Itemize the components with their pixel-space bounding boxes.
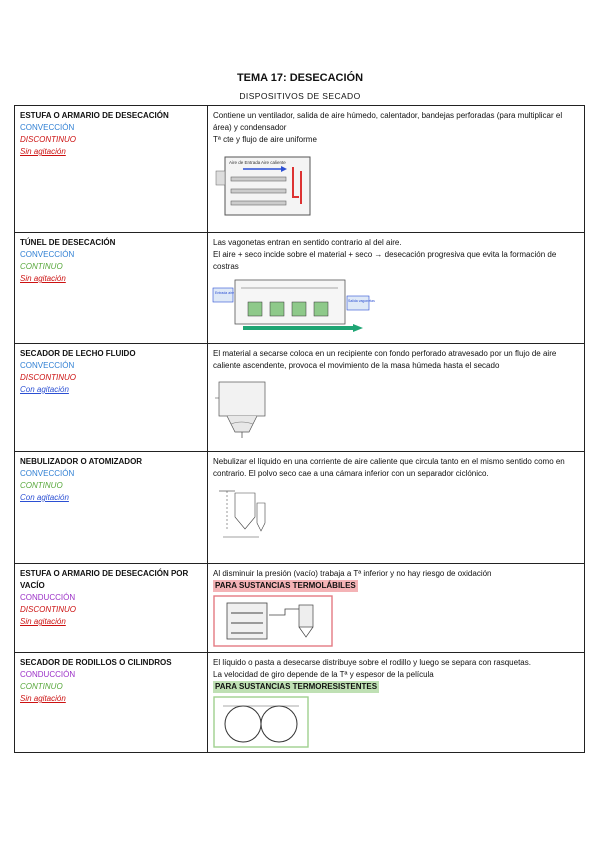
description-cell	[208, 233, 585, 344]
mode-label: DISCONTINUO	[20, 605, 76, 614]
agitation-label: Con agitación	[20, 493, 69, 502]
mechanism-label: CONDUCCIÓN	[20, 670, 76, 679]
fluid-bed-dryer-diagram	[213, 378, 579, 440]
device-cell	[15, 233, 208, 344]
table-row	[15, 233, 585, 344]
table-row	[15, 106, 585, 233]
mechanism-label: CONVECCIÓN	[20, 123, 75, 132]
table-row	[15, 653, 585, 753]
description-text: Las vagonetas entran en sentido contrario al del aire.	[213, 238, 402, 247]
vacuum-oven-diagram	[213, 595, 579, 647]
agitation-label: Sin agitación	[20, 274, 66, 283]
description-cell	[208, 564, 585, 653]
mode-label: CONTINUO	[20, 262, 63, 271]
description-text: El líquido o pasta a desecarse distribuye sobre el rodillo y luego se separa con rasquetas.	[213, 658, 531, 667]
svg-text:Salida vagonetas: Salida vagonetas	[348, 299, 375, 303]
table-row	[15, 452, 585, 564]
spray-dryer-diagram	[213, 483, 579, 543]
svg-text:Aire de Entrada: Aire de Entrada	[229, 160, 261, 165]
table-row	[15, 344, 585, 452]
description-text: Al disminuir la presión (vacío) trabaja a Tª inferior y no hay riesgo de oxidación	[213, 569, 492, 578]
page-title: TEMA 17: DESECACIÓN	[236, 72, 364, 84]
mechanism-label: CONVECCIÓN	[20, 361, 75, 370]
mode-label: DISCONTINUO	[20, 135, 76, 144]
table-row	[15, 564, 585, 653]
agitation-label: Sin agitación	[20, 147, 66, 156]
mode-label: CONTINUO	[20, 481, 63, 490]
description-text: Tª cte y flujo de aire uniforme	[213, 135, 317, 144]
device-cell	[15, 653, 208, 753]
description-cell	[208, 106, 585, 233]
device-cell	[15, 564, 208, 653]
device-cell	[15, 106, 208, 233]
device-name: ESTUFA O ARMARIO DE DESECACIÓN	[20, 111, 169, 120]
svg-text:Aire caliente: Aire caliente	[261, 160, 286, 165]
agitation-label: Sin agitación	[20, 617, 66, 626]
page-subtitle: DISPOSITIVOS DE SECADO	[239, 91, 361, 101]
mechanism-label: CONDUCCIÓN	[20, 593, 76, 602]
agitation-label: Sin agitación	[20, 694, 66, 703]
mechanism-label: CONVECCIÓN	[20, 250, 75, 259]
device-name: SECADOR DE LECHO FLUIDO	[20, 349, 136, 358]
highlight-badge: PARA SUSTANCIAS TERMORESISTENTES	[215, 682, 378, 691]
description-cell	[208, 344, 585, 452]
description-text: Contiene un ventilador, salida de aire húmedo, calentador, bandejas perforadas (para multiplicar el área) y condensador	[213, 111, 563, 132]
devices-table	[14, 105, 585, 753]
drying-oven-diagram	[213, 149, 579, 219]
device-cell	[15, 452, 208, 564]
device-cell	[15, 344, 208, 452]
device-name: TÚNEL DE DESECACIÓN	[20, 238, 116, 247]
mode-label: DISCONTINUO	[20, 373, 76, 382]
description-text: El aire + seco incide sobre el material + seco → desecación progresiva que evita la formación de costras	[213, 250, 557, 271]
description-text: El material a secarse coloca en un recipiente con fondo perforado atravesado por un flujo de aire caliente ascendente, provoca el movimiento de la masa húmeda hasta el secado	[213, 349, 557, 370]
description-text: Nebulizar el líquido en una corriente de aire caliente que circula tanto en el mismo sentido como en contrario. El polvo seco cae a una cámara inferior con un separador ciclónico.	[213, 457, 565, 478]
mode-label: CONTINUO	[20, 682, 63, 691]
device-name: SECADOR DE RODILLOS O CILINDROS	[20, 658, 172, 667]
device-name: NEBULIZADOR O ATOMIZADOR	[20, 457, 143, 466]
highlight-badge: PARA SUSTANCIAS TERMOLÁBILES	[215, 581, 356, 590]
description-cell	[208, 452, 585, 564]
agitation-label: Con agitación	[20, 385, 69, 394]
description-text: La velocidad de giro depende de la Tª y espesor de la película	[213, 670, 434, 679]
device-name: ESTUFA O ARMARIO DE DESECACIÓN POR VACÍO	[20, 569, 189, 590]
svg-text:Entrada aire: Entrada aire	[215, 291, 235, 295]
description-cell	[208, 653, 585, 753]
drying-tunnel-diagram	[213, 276, 579, 334]
mechanism-label: CONVECCIÓN	[20, 469, 75, 478]
drum-dryer-diagram	[213, 696, 579, 748]
